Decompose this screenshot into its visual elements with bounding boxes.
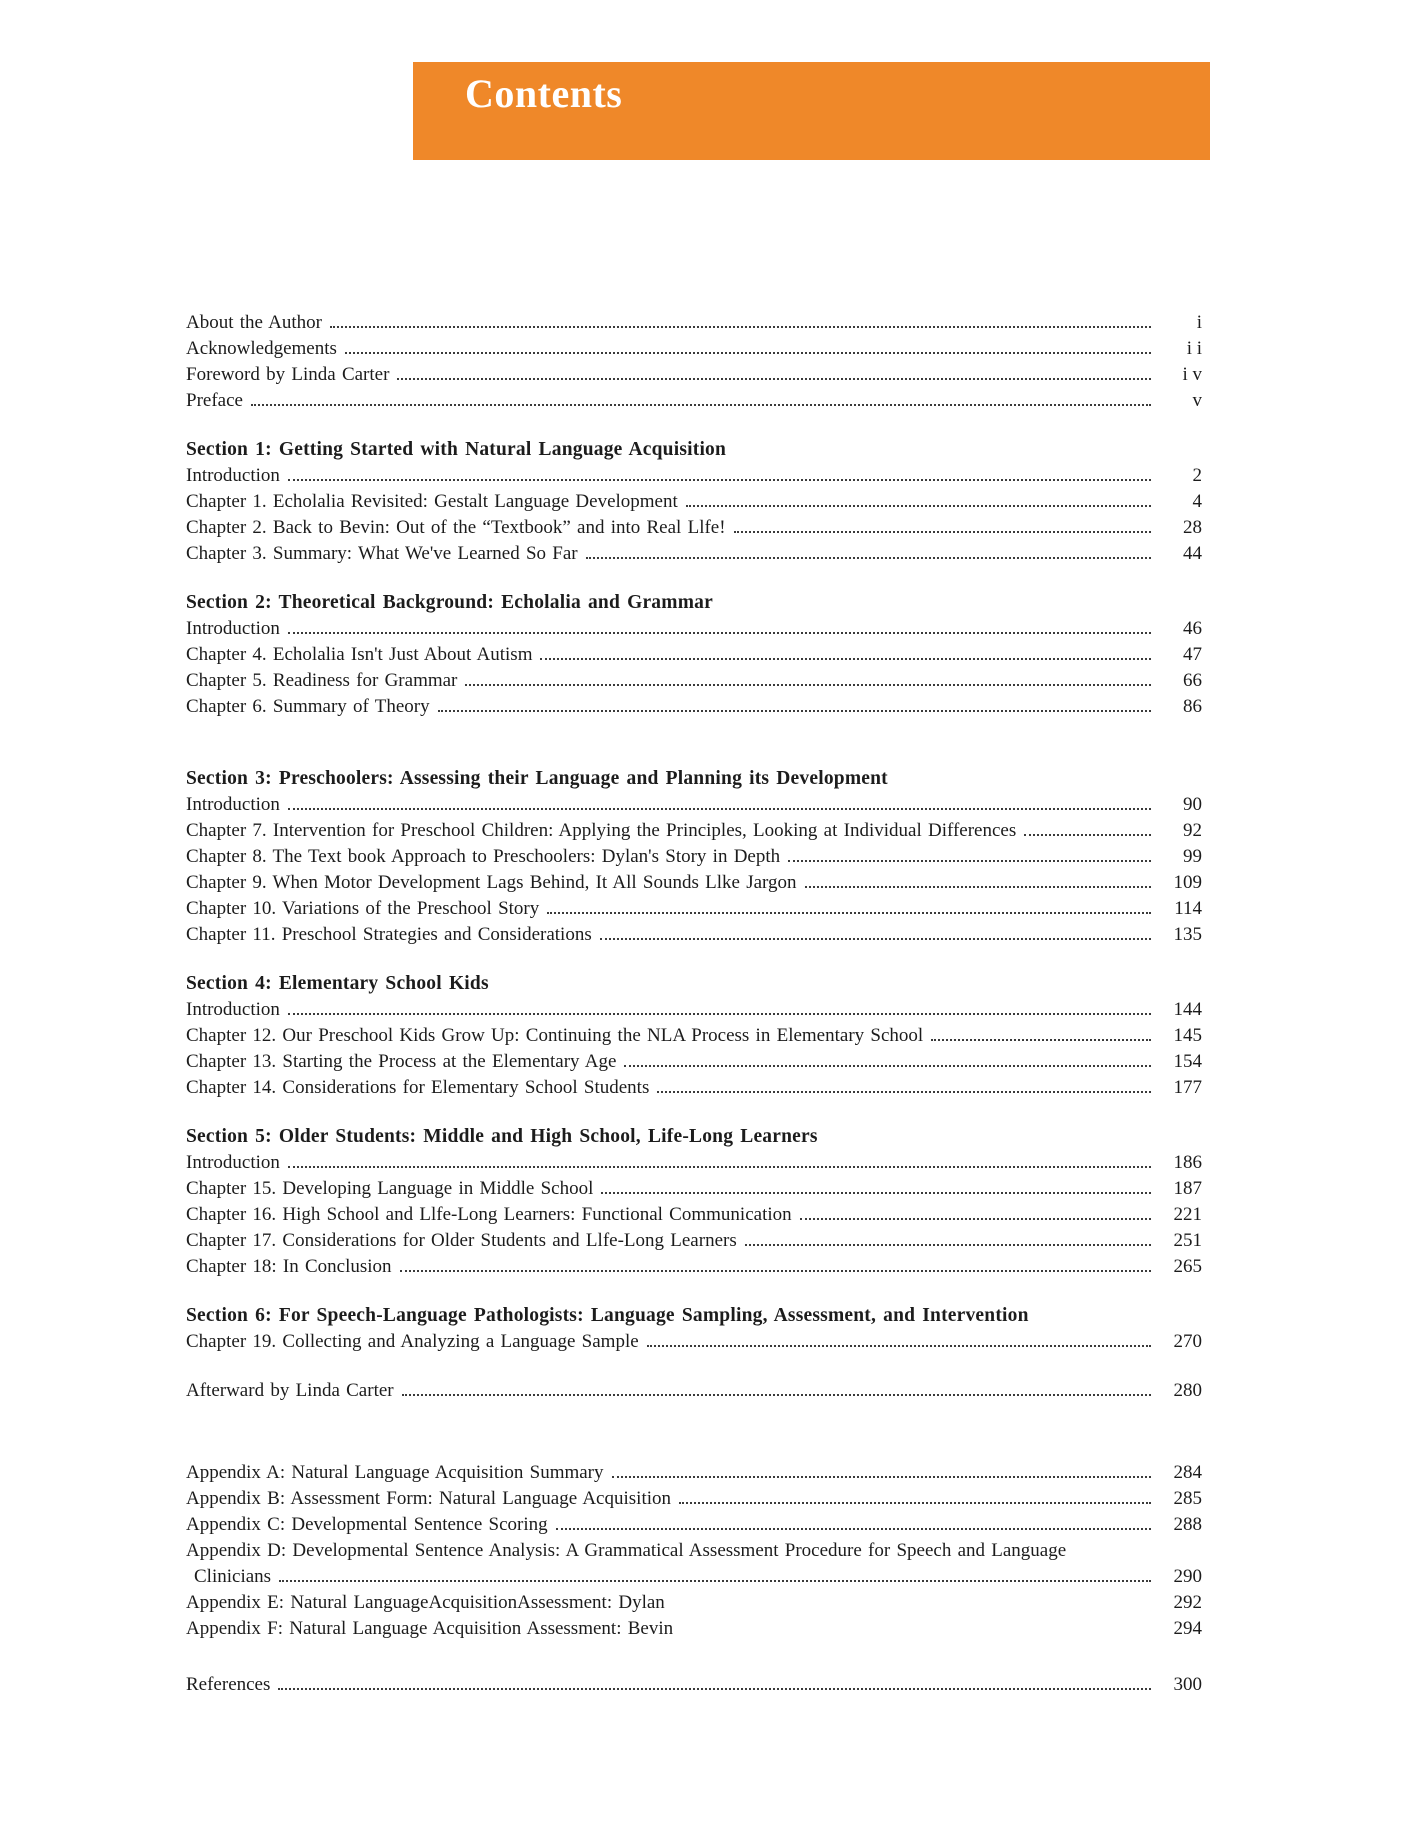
contents-banner [413,62,1210,160]
toc-row [186,362,1202,388]
toc-row [186,1228,1202,1254]
toc-row [186,844,1202,870]
dot-leader [288,808,1151,810]
toc-group-section-1 [186,437,1202,567]
dot-leader [397,378,1151,380]
dot-leader [556,1528,1151,1530]
toc-row [186,310,1202,336]
page-number: 109 [1173,872,1202,893]
page-number: 270 [1173,1331,1202,1352]
dot-leader [279,1580,1151,1582]
toc-row [186,1460,1202,1486]
toc-row [186,642,1202,668]
page-number: 154 [1173,1051,1202,1072]
dot-leader [288,632,1151,634]
dot-leader [601,1192,1151,1194]
page-number: 186 [1173,1152,1202,1173]
page-number: 187 [1173,1178,1202,1199]
toc-row [186,1538,1202,1564]
page-number: 280 [1173,1380,1202,1401]
page-number: i v [1182,364,1202,385]
toc-row [186,616,1202,642]
dot-leader [788,860,1151,862]
toc-entry-label: Foreword by Linda Carter [186,364,390,385]
page-number: 92 [1183,820,1202,841]
toc-group-afterward [186,1378,1202,1404]
dot-leader [745,1244,1151,1246]
toc-row [186,1150,1202,1176]
toc-entry-label: Chapter 3. Summary: What We've Learned So Far [186,543,578,564]
toc-row [186,1378,1202,1404]
toc-group-section-2 [186,590,1202,720]
toc-entry-label: Chapter 11. Preschool Strategies and Considerations [186,924,592,945]
page-number: 288 [1173,1514,1202,1535]
toc-row [186,1672,1202,1698]
toc-entry-label: Acknowledgements [186,338,337,359]
toc-row [186,922,1202,948]
page-number: 177 [1173,1077,1202,1098]
page-number: 114 [1174,898,1202,919]
page-number: 90 [1183,794,1202,815]
page-title: Contents [465,71,623,116]
toc-group-section-6 [186,1303,1202,1355]
toc-row [186,792,1202,818]
section-heading: Section 2: Theoretical Background: Echolalia and Grammar [186,592,713,613]
toc-entry-label: Chapter 2. Back to Bevin: Out of the “Textbook” and into Real Llfe! [186,517,726,538]
dot-leader [624,1065,1151,1067]
section-heading: Section 1: Getting Started with Natural Language Acquisition [186,439,727,460]
toc-entry-label: Chapter 12. Our Preschool Kids Grow Up: Continuing the NLA Process in Elementary School [186,1025,924,1046]
page-number: 86 [1183,696,1202,717]
page-number: 290 [1173,1566,1202,1587]
toc-row [186,1512,1202,1538]
toc-entry-label: Clinicians [194,1566,272,1587]
toc-row [186,1049,1202,1075]
toc-row [186,463,1202,489]
toc-entry-label: Appendix B: Assessment Form: Natural Language Acquisition [186,1488,672,1509]
toc-entry-label: Chapter 8. The Text book Approach to Preschoolers: Dylan's Story in Depth [186,846,781,867]
toc-row [186,1075,1202,1101]
page-number: 47 [1183,644,1202,665]
toc-row [186,1023,1202,1049]
dot-leader [686,505,1151,507]
page-number: 4 [1192,491,1202,512]
dot-leader [547,912,1151,914]
toc-row [186,1202,1202,1228]
toc-entry-label: Introduction [186,618,280,639]
toc-entry-label: Appendix D: Developmental Sentence Analysis: A Grammatical Assessment Procedure for Speech and Language [186,1540,1067,1561]
dot-leader [734,531,1151,533]
toc-entry-label: Chapter 4. Echolalia Isn't Just About Autism [186,644,533,665]
page-number: 284 [1173,1462,1202,1483]
toc-row [186,694,1202,720]
toc-entry-label: Appendix C: Developmental Sentence Scoring [186,1514,548,1535]
toc-entry-label: Chapter 1. Echolalia Revisited: Gestalt Language Development [186,491,678,512]
page-number: v [1192,390,1202,411]
dot-leader [540,658,1151,660]
toc-entry-label: Chapter 18: In Conclusion [186,1256,392,1277]
toc-row [186,1329,1202,1355]
toc-entry-label: Chapter 5. Readiness for Grammar [186,670,458,691]
page-number: 144 [1173,999,1202,1020]
toc-row [186,668,1202,694]
toc-entry-label: Chapter 16. High School and Llfe-Long Learners: Functional Communication [186,1204,792,1225]
dot-leader [679,1502,1151,1504]
page-number: 145 [1173,1025,1202,1046]
dot-leader [400,1270,1151,1272]
dot-leader [438,710,1151,712]
toc-row [186,1564,1202,1590]
toc-row [186,489,1202,515]
section-heading: Section 5: Older Students: Middle and High School, Life-Long Learners [186,1126,818,1147]
toc-entry-label: Chapter 10. Variations of the Preschool Story [186,898,540,919]
page-number: 292 [1173,1592,1202,1613]
dot-leader [288,1166,1151,1168]
section-heading: Section 3: Preschoolers: Assessing their Language and Planning its Development [186,768,888,789]
dot-leader [288,479,1151,481]
page-number: 66 [1183,670,1202,691]
page-number: 46 [1183,618,1202,639]
dot-leader [600,938,1151,940]
toc-entry-label: Introduction [186,794,280,815]
page-number: 294 [1173,1618,1202,1639]
toc-entry-label: References [186,1674,271,1695]
page-number: 28 [1183,517,1202,538]
toc-row [186,541,1202,567]
toc-group-section-5 [186,1124,1202,1280]
page-number: 300 [1173,1674,1202,1695]
dot-leader [278,1688,1151,1690]
toc-row [186,1590,1202,1616]
toc-entry-label: Introduction [186,999,280,1020]
page-number: 251 [1173,1230,1202,1251]
toc-entry-label: Preface [186,390,243,411]
dot-leader [800,1218,1151,1220]
dot-leader [330,326,1151,328]
toc-entry-label: Introduction [186,1152,280,1173]
toc-entry-label: Introduction [186,465,280,486]
page-number: 44 [1183,543,1202,564]
toc-group-front-matter [186,310,1202,414]
page-number: i [1196,312,1202,333]
toc-row [186,896,1202,922]
dot-leader [612,1476,1151,1478]
toc-list [186,310,1202,1698]
section-heading: Section 4: Elementary School Kids [186,973,489,994]
dot-leader [465,684,1151,686]
toc-row [186,997,1202,1023]
page-number: 221 [1173,1204,1202,1225]
toc-group-section-4 [186,971,1202,1101]
toc-row [186,870,1202,896]
toc-entry-label: Appendix E: Natural LanguageAcquisitionAssessment: Dylan [186,1592,665,1613]
toc-row [186,1254,1202,1280]
toc-entry-label: Chapter 13. Starting the Process at the Elementary Age [186,1051,617,1072]
page-number: 265 [1173,1256,1202,1277]
toc-entry-label: Chapter 17. Considerations for Older Students and Llfe-Long Learners [186,1230,737,1251]
page-number: 285 [1173,1488,1202,1509]
toc-entry-label: About the Author [186,312,322,333]
dot-leader [251,404,1151,406]
toc-entry-label: Afterward by Linda Carter [186,1380,394,1401]
toc-row [186,336,1202,362]
toc-group-references [186,1672,1202,1698]
page-number: 99 [1183,846,1202,867]
toc-entry-label: Appendix A: Natural Language Acquisition Summary [186,1462,604,1483]
toc-entry-label: Chapter 15. Developing Language in Middle School [186,1178,594,1199]
toc-entry-label: Chapter 14. Considerations for Elementary School Students [186,1077,650,1098]
toc-row [186,1616,1202,1642]
dot-leader [345,352,1151,354]
dot-leader [657,1091,1151,1093]
toc-entry-label: Chapter 6. Summary of Theory [186,696,430,717]
section-heading: Section 6: For Speech-Language Pathologists: Language Sampling, Assessment, and Intervention [186,1305,1029,1326]
toc-group-section-3 [186,766,1202,948]
dot-leader [805,886,1151,888]
toc-entry-label: Chapter 7. Intervention for Preschool Children: Applying the Principles, Looking at Individual Differences [186,820,1017,841]
page-number: 2 [1192,465,1202,486]
toc-entry-label: Chapter 19. Collecting and Analyzing a Language Sample [186,1331,639,1352]
toc-row [186,388,1202,414]
dot-leader [931,1039,1151,1041]
toc-entry-label: Chapter 9. When Motor Development Lags Behind, It All Sounds Llke Jargon [186,872,797,893]
dot-leader [647,1345,1151,1347]
toc-entry-label: Appendix F: Natural Language Acquisition Assessment: Bevin [186,1618,674,1639]
dot-leader [586,557,1151,559]
toc-row [186,1486,1202,1512]
page-number: 135 [1173,924,1202,945]
page-number: i i [1186,338,1202,359]
toc-row [186,515,1202,541]
toc-row [186,818,1202,844]
dot-leader [402,1394,1151,1396]
toc-row [186,1176,1202,1202]
toc-group-appendices [186,1460,1202,1642]
dot-leader [288,1013,1151,1015]
dot-leader [1024,834,1151,836]
